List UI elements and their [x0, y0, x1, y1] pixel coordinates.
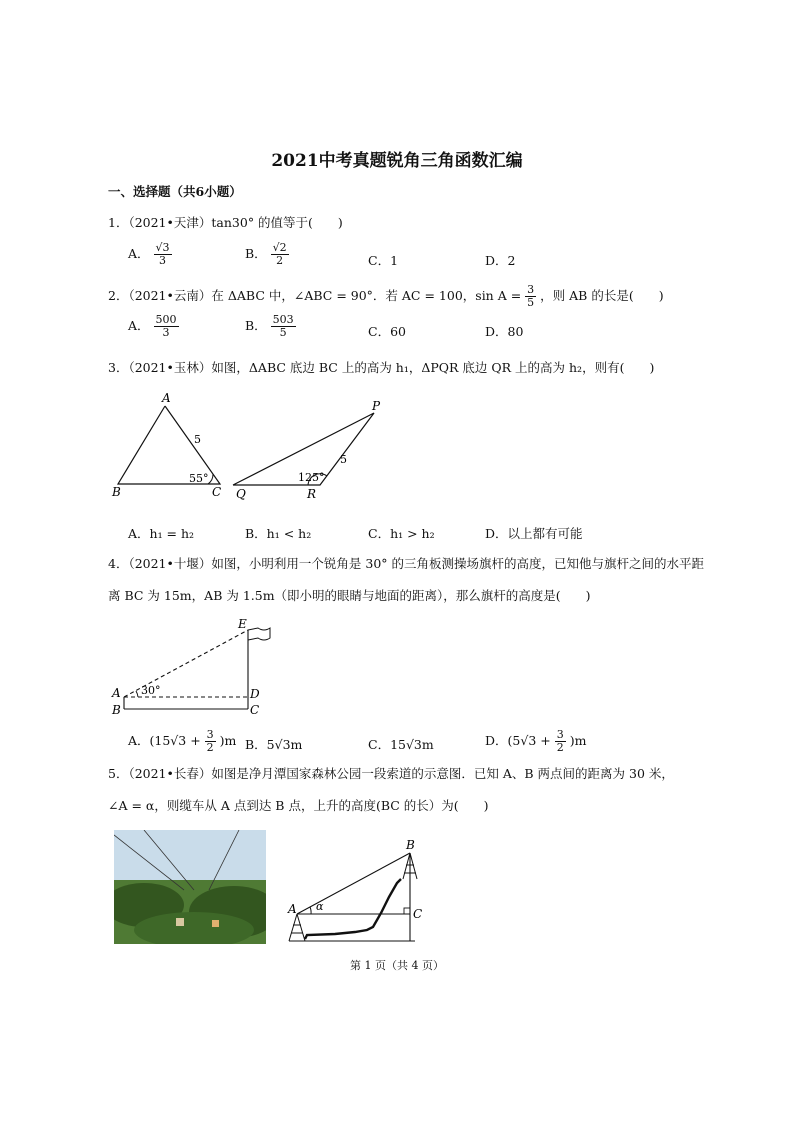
q5-stem-line2: ∠A = α，则缆车从 A 点到达 B 点，上升的高度(BC 的长）为( )	[108, 798, 489, 813]
q4-a-fraction: $\frac{3}{2}$	[206, 728, 214, 754]
q1-option-b	[245, 242, 289, 267]
q4-d-fraction: $\frac{3}{2}$	[556, 728, 564, 754]
label-q: Q	[236, 487, 246, 501]
label-b: B	[112, 703, 121, 717]
q1-a-label: A．	[128, 246, 150, 261]
label-e: E	[238, 617, 247, 631]
q2-stem-part2: ，则 AB 的长是( )	[540, 288, 664, 303]
q2-b-fraction: $\frac{503}{5}$	[272, 313, 294, 339]
label-angle-30: 30°	[141, 684, 161, 697]
page-footer: 第 1 页（共 4 页）	[350, 959, 444, 972]
q3-option-b: B．h₁ < h₂	[245, 526, 312, 541]
label-alpha: α	[316, 900, 324, 913]
q5-stem-line1: 5．（2021•长春）如图是净月潭国家森林公园一段索道的示意图．已知 A、B 两点间的距离为 30 米，	[108, 766, 674, 781]
q4-stem-line2: 离 BC 为 15m，AB 为 1.5m（即小明的眼睛与地面的距离），那么旗杆的高度是( )	[108, 588, 591, 603]
cable-ab	[297, 853, 410, 914]
label-b: B	[112, 485, 121, 499]
angle-arc-a	[136, 691, 138, 697]
q1-option-c: C．1	[368, 253, 399, 268]
q3-option-a: A．h₁ = h₂	[128, 526, 195, 541]
q3-stem: 3．（2021•玉林）如图，ΔABC 底边 BC 上的高为 h₁，ΔPQR 底边 QR 上的高为 h₂，则有( )	[108, 360, 655, 375]
q2-stem-part1: 2．（2021•云南）在 ΔABC 中，∠ABC = 90°．若 AC = 100，sin A =	[108, 288, 522, 303]
q3-option-d: D．以上都有可能	[485, 526, 583, 541]
section-heading: 一、选择题（共6小题）	[108, 184, 242, 199]
q3-option-c: C．h₁ > h₂	[368, 526, 435, 541]
q4-option-b: B．5√3m	[245, 737, 303, 752]
label-side-5: 5	[194, 433, 201, 446]
page-title: 2021中考真题锐角三角函数汇编	[271, 151, 523, 171]
q3-figure	[108, 388, 398, 508]
label-d: D	[250, 687, 260, 701]
right-angle-mark	[404, 908, 410, 914]
q1-a-fraction: $\frac{√3}{3}$	[155, 241, 170, 267]
label-side2-5: 5	[340, 453, 347, 466]
flag-icon	[248, 628, 270, 640]
label-b: B	[406, 838, 415, 852]
q1-option-d: D．2	[485, 253, 516, 268]
q2-option-c: C．60	[368, 324, 406, 339]
q4-stem-line1: 4．（2021•十堰）如图，小明利用一个锐角是 30° 的三角板测操场旗杆的高度，已知他与旗杆之间的水平距	[108, 556, 704, 571]
q4-option-d: D．(5√3 + $\frac{3}{2}$ )m	[485, 728, 587, 754]
q2-option-b: B． $\frac{503}{5}$	[245, 313, 294, 339]
q2-stem	[108, 284, 664, 309]
q4-option-a: A．(15√3 + $\frac{3}{2}$ )m	[128, 728, 237, 754]
q2-option-a: A． $\frac{500}{3}$	[128, 313, 177, 339]
q4-figure	[108, 616, 288, 720]
label-angle-55: 55°	[189, 472, 209, 485]
q1-stem: 1．（2021•天津）tan30° 的值等于( )	[108, 215, 343, 230]
label-c: C	[250, 703, 260, 717]
label-angle-125: 125°	[298, 471, 325, 484]
tower-a-icon	[289, 914, 305, 941]
q1-option-a	[128, 242, 172, 267]
label-a: A	[288, 902, 297, 916]
label-a: A	[162, 391, 171, 405]
cable-car-photo-drawing	[114, 830, 266, 944]
q2-option-d: D．80	[485, 324, 524, 339]
q5-figure	[285, 835, 435, 947]
q2-a-fraction: $\frac{500}{3}$	[155, 313, 177, 339]
label-a: A	[112, 686, 121, 700]
q1-b-fraction: $\frac{√2}{2}$	[272, 241, 287, 267]
angle-arc-alpha	[310, 907, 311, 914]
cable-car-photo	[114, 830, 266, 944]
label-c: C	[212, 485, 222, 499]
q2-stem-fraction: $\frac{3}{5}$	[527, 283, 535, 309]
label-r: R	[307, 487, 317, 501]
label-c: C	[413, 907, 423, 921]
q1-b-label: B．	[245, 246, 267, 261]
angle-arc-c	[208, 474, 213, 484]
label-p: P	[372, 399, 381, 413]
q4-option-c: C．15√3m	[368, 737, 434, 752]
